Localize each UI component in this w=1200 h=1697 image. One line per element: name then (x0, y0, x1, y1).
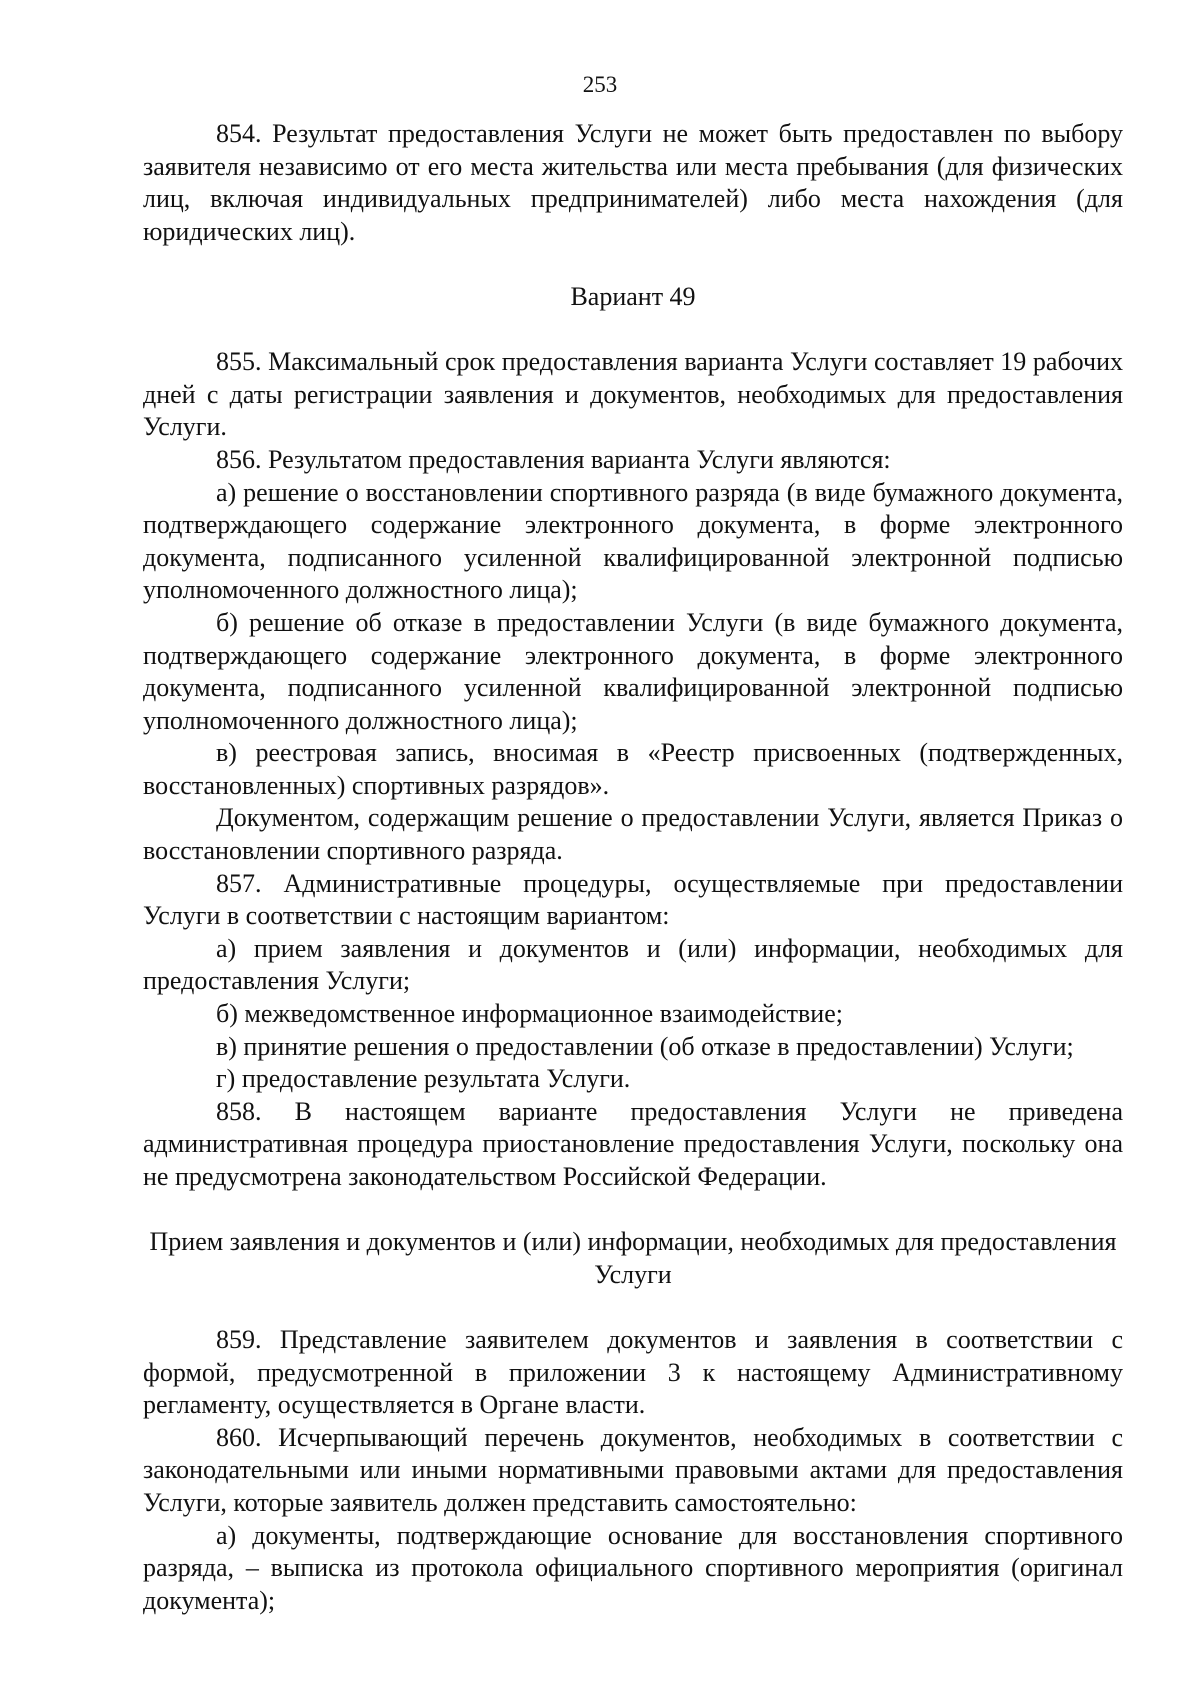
spacer (143, 1194, 1123, 1227)
document-body (143, 118, 1123, 1617)
paragraph-857: 857. Административные процедуры, осуществляемые при предоставлении Услуги в соответствии с настоящим вариантом: (143, 868, 1123, 931)
spacer (143, 314, 1123, 347)
paragraph-858: 858. В настоящем варианте предоставления Услуги не приведена административная процедура приостановление предоставления Услуги, поскольку она не предусмотрена законодательством Российской Федерации. (143, 1096, 1123, 1191)
list-item-857-a: а) прием заявления и документов и (или) информации, необходимых для предоставления Услуги; (143, 933, 1123, 996)
spacer (143, 1291, 1123, 1324)
section-heading-variant: Вариант 49 (570, 281, 696, 311)
paragraph-860: 860. Исчерпывающий перечень документов, необходимых в соответствии с законодательными или иными нормативными правовыми актами для предоставления Услуги, которые заявитель должен представить самостоятельно: (143, 1422, 1123, 1517)
list-item-857-v: в) принятие решения о предоставлении (об отказе в предоставлении) Услуги; (216, 1031, 1074, 1061)
list-item-856-b: б) решение об отказе в предоставлении Услуги (в виде бумажного документа, подтверждающего содержание электронного документа, в форме электронного документа, подписанного усиленной квалифицированной электронной подписью уполномоченного должностного лица); (143, 607, 1123, 735)
paragraph-856: 856. Результатом предоставления варианта Услуги являются: (216, 444, 891, 474)
list-item-856-a: а) решение о восстановлении спортивного разряда (в виде бумажного документа, подтверждающего содержание электронного документа, в форме электронного документа, подписанного усиленной квалифицированной электронной подписью уполномоченного должностного лица); (143, 477, 1123, 605)
page-number: 253 (582, 72, 618, 97)
spacer (143, 248, 1123, 281)
list-item-857-b: б) межведомственное информационное взаимодействие; (216, 999, 843, 1029)
list-item-856-v: в) реестровая запись, вносимая в «Реестр присвоенных (подтвержденных, восстановленных) спортивных разрядов». (143, 738, 1123, 800)
list-item-857-g: г) предоставление результата Услуги. (216, 1064, 631, 1094)
paragraph-855: 855. Максимальный срок предоставления варианта Услуги составляет 19 рабочих дней с даты регистрации заявления и документов, необходимых для предоставления Услуги. (143, 347, 1123, 442)
paragraph-decision-document: Документом, содержащим решение о предоставлении Услуги, является Приказ о восстановлении спортивного разряда. (143, 803, 1123, 866)
paragraph-859: 859. Представление заявителем документов и заявления в соответствии с формой, предусмотренной в приложении 3 к настоящему Административному регламенту, осуществляется в Органе власти. (143, 1324, 1123, 1420)
list-item-860-a: а) документы, подтверждающие основание для восстановления спортивного разряда, – выписка из протокола официального спортивного мероприятия (оригинал документа); (143, 1520, 1123, 1615)
paragraph-854: 854. Результат предоставления Услуги не может быть предоставлен по выбору заявителя независимо от его места жительства или места пребывания (для физических лиц, включая индивидуальных предпринимателей) либо места нахождения (для юридических лиц). (143, 119, 1123, 246)
section-heading-reception: Прием заявления и документов и (или) информации, необходимых для предоставления Услуги (149, 1227, 1117, 1289)
